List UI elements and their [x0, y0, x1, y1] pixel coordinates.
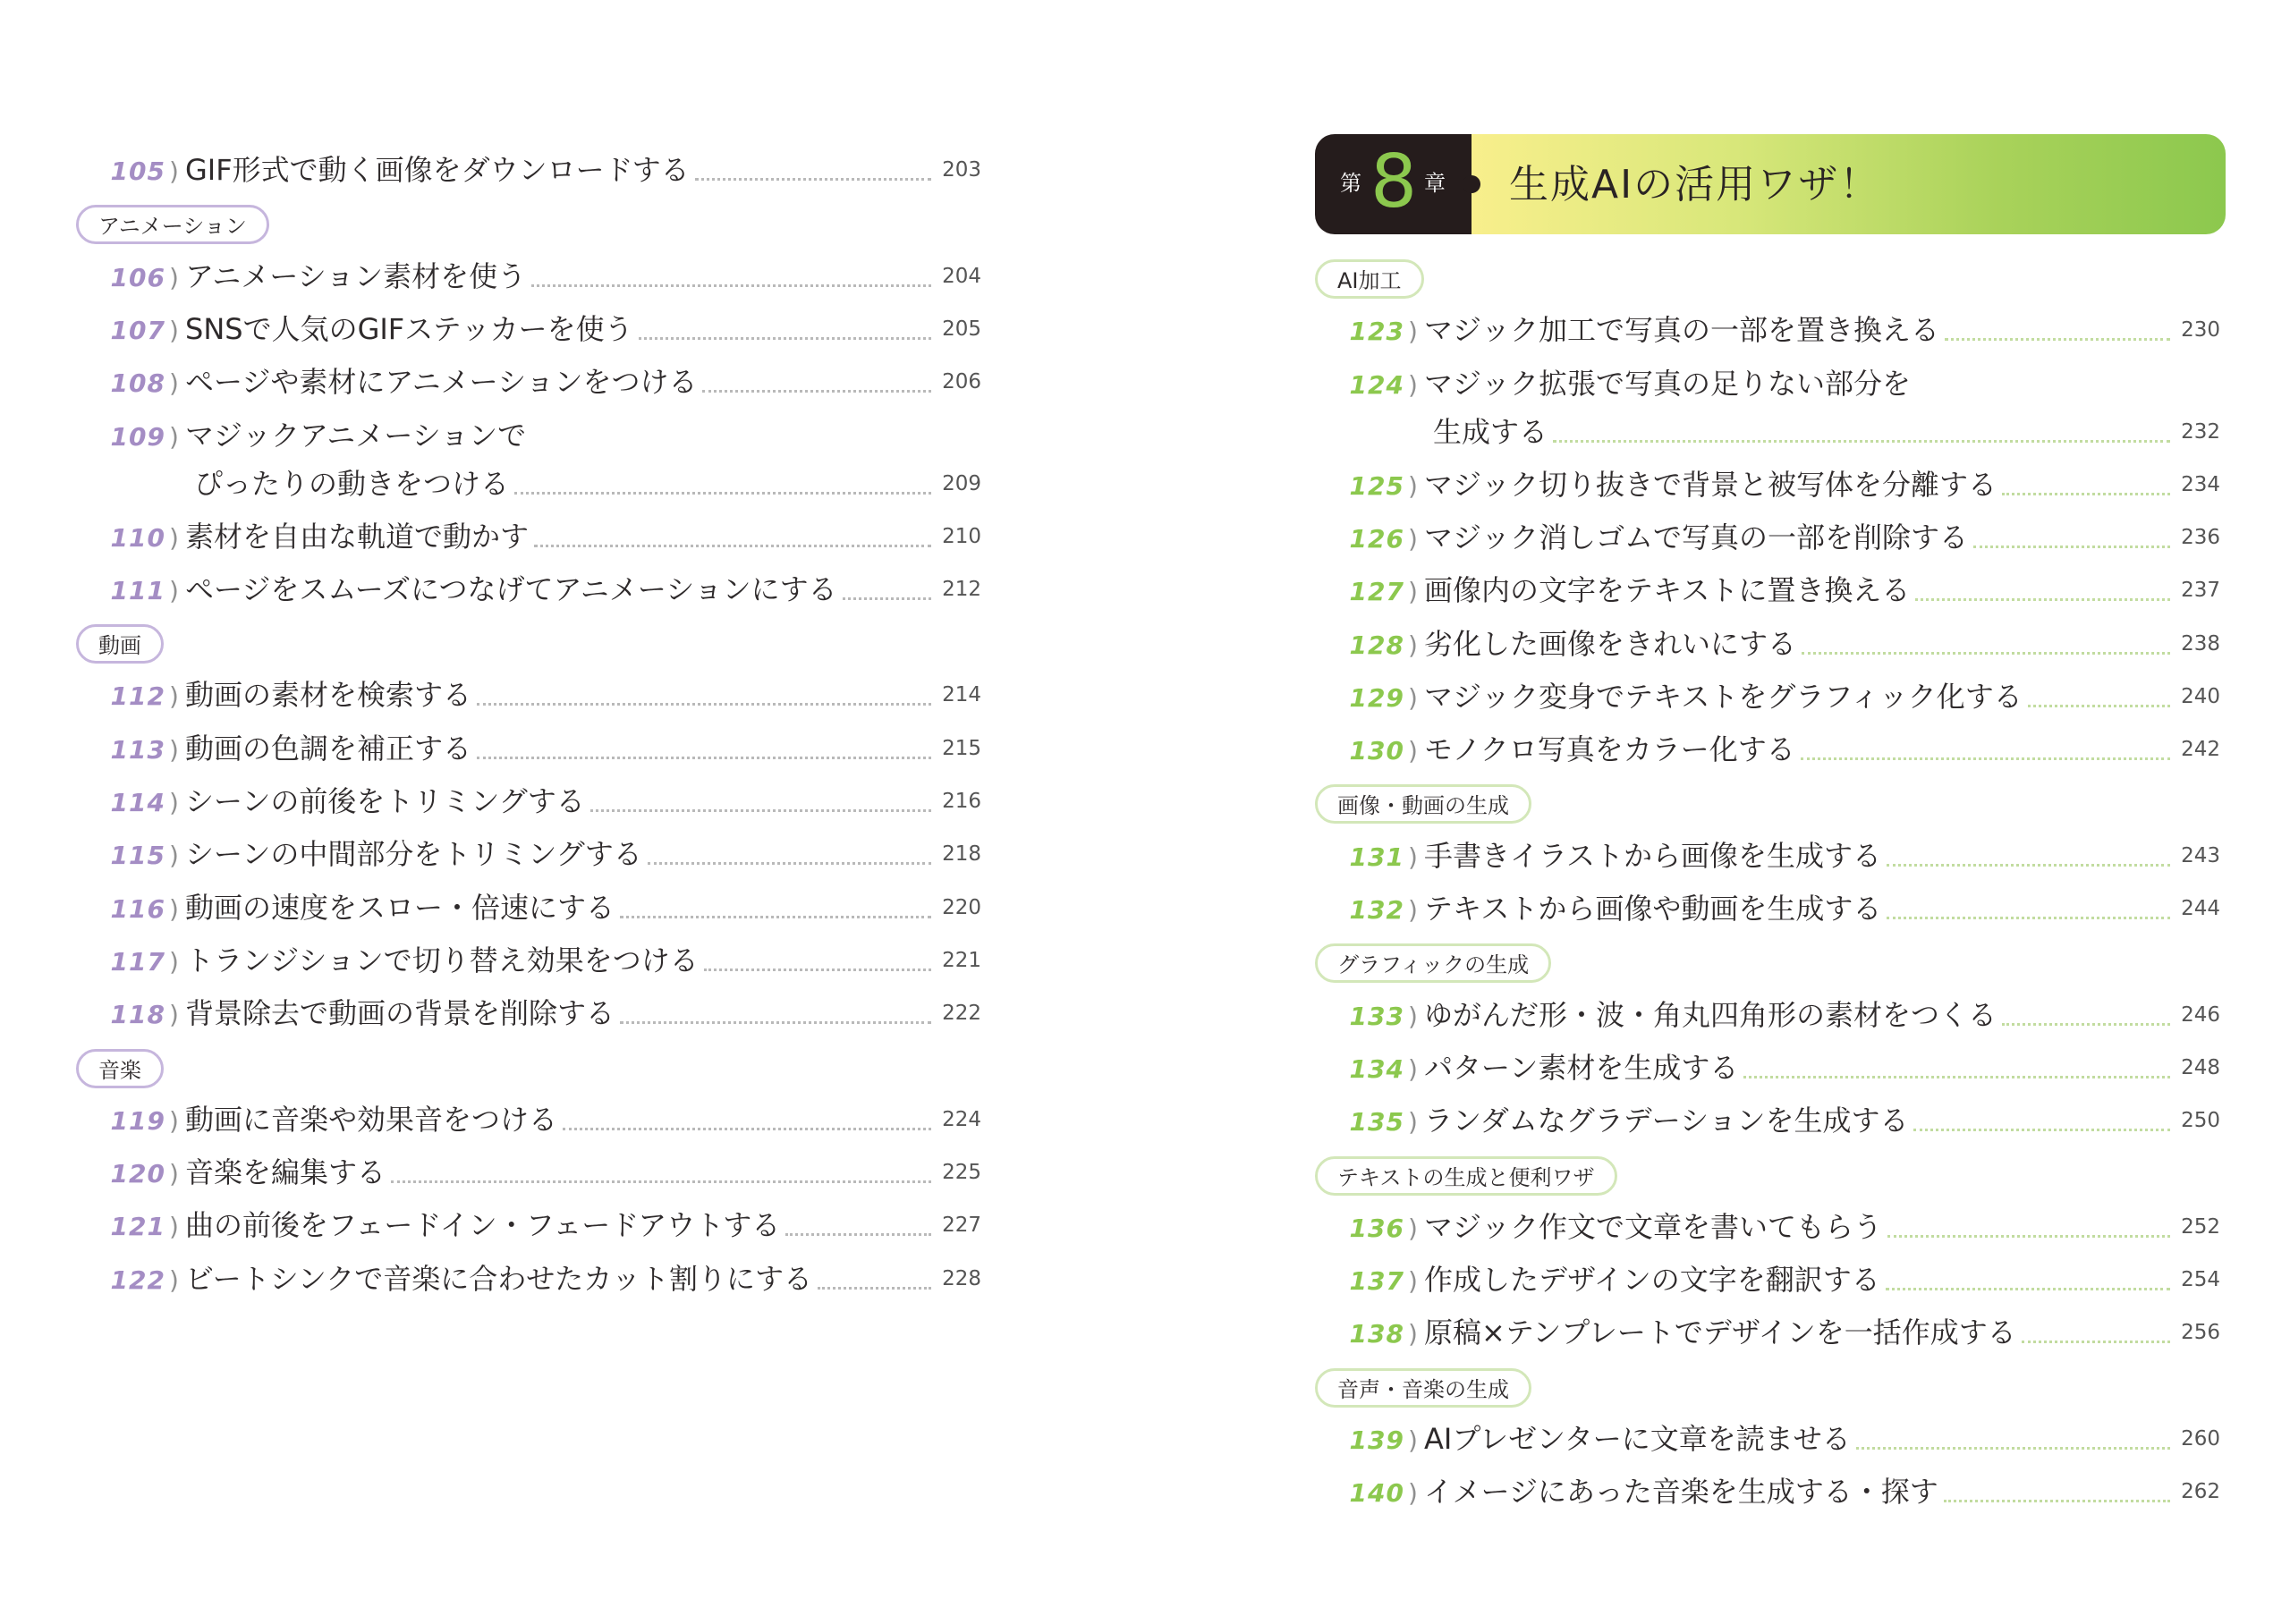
toc-entry[interactable]: [1315, 363, 2220, 456]
entry-page-number: 222: [942, 1002, 981, 1026]
entry-page-number: 224: [942, 1107, 981, 1131]
entry-title: 原稿×テンプレートでデザインを一括作成する: [1424, 1315, 2016, 1350]
toc-entry[interactable]: [76, 415, 981, 508]
entry-page-number: 256: [2181, 1321, 2220, 1345]
entry-title-line: [1424, 571, 2220, 609]
entry-page-number: 246: [2181, 1002, 2220, 1027]
entry-number: 123: [1349, 317, 1404, 347]
toc-entry[interactable]: [76, 940, 981, 985]
entry-bracket: ): [1408, 470, 1418, 501]
entry-number: 140: [1349, 1478, 1404, 1509]
dot-leader: [1887, 916, 2170, 919]
dot-leader: [391, 1180, 931, 1183]
toc-entry[interactable]: [76, 1152, 981, 1197]
entry-number: 111: [110, 575, 165, 605]
entry-number: 139: [1349, 1425, 1404, 1455]
entry-title-line: [185, 889, 981, 926]
entry-title-line: [1424, 1208, 2220, 1246]
entry-title-continued: ぴったりの動きをつける: [194, 466, 510, 501]
toc-entry[interactable]: [76, 833, 981, 878]
entry-bracket: ): [169, 841, 179, 871]
entry-title: マジック拡張で写真の足りない部分を: [1424, 366, 1912, 401]
toc-entry[interactable]: [1315, 570, 2220, 614]
entry-title-line: [1424, 678, 2220, 715]
entry-page-number: 234: [2181, 472, 2220, 496]
toc-entry[interactable]: [1315, 1471, 2220, 1516]
dot-leader: [639, 336, 931, 340]
entry-bracket: ): [1408, 523, 1418, 554]
entry-title: シーンの前後をトリミングする: [185, 784, 585, 818]
entry-bracket: ): [1408, 736, 1418, 766]
toc-entry[interactable]: [1315, 464, 2220, 509]
entry-title-line: [1424, 365, 2220, 402]
entry-title-line: [1424, 1420, 2220, 1458]
dot-leader: [620, 1020, 931, 1024]
toc-entry[interactable]: [1315, 994, 2220, 1039]
entry-title-line: [194, 465, 981, 503]
entry-title-line: [1424, 466, 2220, 503]
toc-entry[interactable]: [1315, 729, 2220, 774]
entry-bracket: ): [1408, 682, 1418, 713]
entry-page-number: 244: [2181, 897, 2220, 920]
toc-entry[interactable]: [1315, 309, 2220, 354]
toc-entry[interactable]: [1315, 1259, 2220, 1304]
entry-page-number: 252: [2181, 1214, 2220, 1239]
section-heading: グラフィックの生成: [1315, 943, 1551, 983]
entry-title-line: [1424, 890, 2220, 927]
entry-title: シーンの中間部分をトリミングする: [185, 837, 642, 872]
entry-page-number: 212: [942, 577, 981, 601]
section-heading: AI加工: [1315, 259, 1424, 299]
entry-title-line: [185, 571, 981, 608]
chapter-title: 生成AIの活用ワザ！: [1509, 162, 1881, 207]
entry-page-number: 216: [942, 790, 981, 813]
dot-leader: [1856, 1446, 2170, 1450]
entry-title-line: [185, 782, 981, 820]
entry-title: 音楽を編集する: [185, 1155, 386, 1190]
dot-leader: [477, 756, 931, 759]
entry-title: 作成したデザインの文字を翻訳する: [1424, 1263, 1880, 1298]
entry-number: 138: [1349, 1319, 1404, 1349]
dot-leader: [1913, 1128, 2170, 1131]
entry-title: AIプレゼンターに文章を読ませる: [1424, 1422, 1851, 1456]
entry-bracket: ): [169, 368, 179, 399]
toc-entry[interactable]: [1315, 1206, 2220, 1251]
entry-title-line: [185, 730, 981, 767]
entry-page-number: 232: [2181, 419, 2220, 444]
section-heading: 動画: [76, 624, 164, 664]
entry-page-number: 214: [942, 683, 981, 707]
entry-title-line: [185, 258, 981, 295]
toc-entry[interactable]: [1315, 676, 2220, 721]
toc-entry[interactable]: [1315, 1100, 2220, 1145]
entry-page-number: 227: [942, 1214, 981, 1238]
entry-title: GIF形式で動く画像をダウンロードする: [185, 153, 690, 187]
entry-title-line: [185, 1154, 981, 1191]
entry-number: 107: [110, 315, 165, 345]
dot-leader: [2028, 704, 2170, 707]
dot-leader: [534, 544, 931, 547]
section-heading: テキストの生成と便利ワザ: [1315, 1156, 1617, 1196]
entry-page-number: 242: [2181, 738, 2220, 762]
entry-number: 126: [1349, 523, 1404, 554]
entry-title: 動画に音楽や効果音をつける: [185, 1102, 558, 1137]
toc-entry[interactable]: [76, 674, 981, 719]
entry-title-line: [1424, 1473, 2220, 1510]
entry-title: 背景除去で動画の背景を削除する: [185, 996, 615, 1031]
entry-page-number: 243: [2181, 843, 2220, 867]
toc-entry[interactable]: [76, 1099, 981, 1144]
entry-title: アニメーション素材を使う: [185, 258, 527, 293]
entry-title-line: [185, 942, 981, 979]
entry-title: 曲の前後をフェードイン・フェードアウトする: [185, 1208, 781, 1243]
entry-page-number: 206: [942, 370, 981, 394]
entry-bracket: ): [169, 1212, 179, 1242]
entry-title-line: [185, 151, 981, 189]
toc-entry[interactable]: [76, 993, 981, 1037]
entry-number: 113: [110, 734, 165, 765]
toc-entry[interactable]: [76, 728, 981, 773]
entry-page-number: 218: [942, 842, 981, 867]
entry-number: 122: [110, 1265, 165, 1295]
entry-bracket: ): [1408, 1107, 1418, 1138]
dot-leader: [620, 915, 931, 918]
toc-entry[interactable]: [76, 516, 981, 561]
entry-bracket: ): [1408, 1266, 1418, 1297]
entry-title: ランダムなグラデーションを生成する: [1424, 1104, 1909, 1138]
entry-page-number: 230: [2181, 318, 2220, 343]
entry-number: 135: [1349, 1107, 1404, 1138]
entry-title-line: [185, 1206, 981, 1244]
entry-bracket: ): [1408, 317, 1418, 347]
chapter-number: 8: [1370, 140, 1418, 224]
entry-title: ビートシンクで音楽に合わせたカット割りにする: [185, 1261, 812, 1296]
entry-bracket: ): [169, 1105, 179, 1136]
entry-number: 108: [110, 368, 165, 399]
entry-title-line: [1424, 519, 2220, 556]
entry-page-number: 225: [942, 1161, 981, 1185]
entry-number: 112: [110, 681, 165, 712]
entry-bracket: ): [169, 734, 179, 765]
dot-leader: [704, 968, 931, 971]
entry-number: 127: [1349, 577, 1404, 607]
dot-leader: [531, 283, 931, 287]
dot-leader: [785, 1232, 931, 1236]
entry-page-number: 204: [942, 264, 981, 288]
entry-number: 132: [1349, 895, 1404, 925]
dot-leader: [702, 389, 931, 393]
dot-leader: [1915, 597, 2170, 601]
entry-number: 105: [110, 156, 165, 186]
section-heading: アニメーション: [76, 205, 269, 244]
entry-page-number: 237: [2181, 579, 2220, 603]
entry-bracket: ): [1408, 1053, 1418, 1084]
toc-entry[interactable]: [76, 569, 981, 613]
dot-leader: [477, 702, 931, 706]
entry-title-line: [185, 1101, 981, 1138]
toc-entry[interactable]: [76, 781, 981, 825]
entry-bracket: ): [1408, 1319, 1418, 1349]
entry-page-number: 221: [942, 948, 981, 972]
dot-leader: [648, 861, 931, 865]
entry-title-line: [1433, 413, 2220, 451]
entry-page-number: 215: [942, 736, 981, 760]
toc-entry[interactable]: [76, 1205, 981, 1249]
entry-number: 133: [1349, 1001, 1404, 1031]
dot-leader: [563, 1127, 931, 1130]
dot-leader: [695, 177, 931, 181]
dot-leader: [1886, 1287, 2170, 1290]
entry-title-line: [1424, 996, 2220, 1034]
entry-number: 109: [110, 421, 165, 452]
toc-entry[interactable]: [1315, 1047, 2220, 1092]
entry-title-line: [185, 835, 981, 873]
entry-title: 手書きイラストから画像を生成する: [1424, 838, 1882, 873]
dot-leader: [1802, 651, 2170, 655]
entry-page-number: 209: [942, 471, 981, 495]
entry-number: 114: [110, 788, 165, 817]
entry-page-number: 205: [942, 317, 981, 341]
toc-entry[interactable]: [76, 149, 981, 194]
toc-entry[interactable]: [76, 309, 981, 353]
entry-number: 121: [110, 1212, 165, 1242]
entry-title-line: [185, 310, 981, 348]
entry-number: 134: [1349, 1053, 1404, 1084]
toc-entry[interactable]: [1315, 1418, 2220, 1463]
entry-bracket: ): [1408, 842, 1418, 872]
entry-title-line: [1424, 625, 2220, 663]
toc-entry[interactable]: [76, 256, 981, 300]
entry-number: 118: [110, 1000, 165, 1030]
dot-leader: [2002, 1022, 2170, 1026]
entry-page-number: 236: [2181, 525, 2220, 549]
entry-number: 119: [110, 1105, 165, 1136]
dot-leader: [1944, 1499, 2170, 1502]
entry-title: 画像内の文字をテキストに置き換える: [1424, 573, 1911, 608]
toc-entry[interactable]: [1315, 517, 2220, 562]
dot-leader: [590, 808, 931, 812]
entry-bracket: ): [1408, 369, 1418, 400]
entry-bracket: ): [169, 946, 179, 977]
dot-leader: [1945, 337, 2170, 341]
entry-bracket: ): [169, 421, 179, 452]
entry-bracket: ): [169, 156, 179, 186]
dot-leader: [1801, 757, 2170, 760]
entry-title: 素材を自由な軌道で動かす: [185, 519, 530, 554]
chapter-title-area: [1472, 134, 2226, 234]
entry-page-number: 262: [2181, 1480, 2220, 1504]
entry-number: 110: [110, 522, 165, 553]
toc-entry[interactable]: [1315, 835, 2220, 880]
entry-bracket: ): [169, 893, 179, 924]
dot-leader: [514, 491, 931, 495]
entry-title: ページをスムーズにつなげてアニメーションにする: [185, 571, 837, 606]
entry-page-number: 254: [2181, 1268, 2220, 1292]
entry-number: 136: [1349, 1213, 1404, 1243]
entry-title: SNSで人気のGIFステッカーを使う: [185, 311, 633, 346]
toc-entry[interactable]: [1315, 888, 2220, 933]
dot-leader: [1553, 439, 2170, 443]
entry-bracket: ): [1408, 577, 1418, 607]
entry-bracket: ): [169, 315, 179, 345]
toc-entry[interactable]: [76, 1258, 981, 1303]
chapter-banner: [1315, 134, 2226, 234]
entry-page-number: 228: [942, 1266, 981, 1290]
entry-bracket: ): [1408, 1001, 1418, 1031]
entry-title: マジックアニメーションで: [185, 418, 527, 453]
entry-title-line: [1424, 837, 2220, 875]
entry-number: 116: [110, 893, 165, 924]
entry-bracket: ): [1408, 630, 1418, 660]
entry-number: 137: [1349, 1266, 1404, 1297]
entry-bracket: ): [169, 1159, 179, 1189]
dot-leader: [2002, 492, 2170, 495]
entry-number: 130: [1349, 736, 1404, 766]
entry-title-continued: 生成する: [1433, 414, 1548, 449]
entry-title: トランジションで切り替え効果をつける: [185, 943, 699, 977]
entry-title-line: [185, 1260, 981, 1298]
entry-number: 120: [110, 1159, 165, 1189]
entry-title: ページや素材にアニメーションをつける: [185, 365, 698, 400]
entry-title-line: [185, 417, 981, 454]
entry-title-line: [185, 676, 981, 714]
entry-title: イメージにあった音楽を生成する・探す: [1424, 1475, 1938, 1510]
chapter-number-block: [1315, 134, 1472, 234]
dot-leader: [2022, 1340, 2170, 1343]
section-heading: 音楽: [76, 1049, 164, 1088]
entry-title-line: [1424, 1261, 2220, 1298]
entry-title-line: [185, 363, 981, 401]
entry-title: テキストから画像や動画を生成する: [1424, 892, 1882, 926]
entry-bracket: ): [1408, 1425, 1418, 1455]
entry-bracket: ): [169, 1265, 179, 1295]
entry-title-line: [185, 518, 981, 555]
entry-bracket: ): [1408, 1478, 1418, 1509]
entry-title: パターン素材を生成する: [1424, 1050, 1739, 1085]
entry-number: 128: [1349, 630, 1404, 660]
entry-page-number: 248: [2181, 1055, 2220, 1079]
section-heading: 音声・音楽の生成: [1315, 1368, 1531, 1408]
entry-bracket: ): [169, 681, 179, 712]
entry-title-line: [1424, 1049, 2220, 1087]
toc-entry[interactable]: [76, 887, 981, 932]
toc-entry[interactable]: [1315, 1312, 2220, 1357]
entry-bracket: ): [1408, 1213, 1418, 1243]
entry-number: 125: [1349, 470, 1404, 501]
entry-bracket: ): [169, 788, 179, 817]
entry-number: 115: [110, 841, 165, 871]
dot-leader: [843, 596, 931, 600]
entry-page-number: 220: [942, 895, 981, 919]
entry-page-number: 203: [942, 158, 981, 182]
entry-number: 106: [110, 262, 165, 292]
entry-title-line: [1424, 731, 2220, 768]
entry-number: 131: [1349, 842, 1404, 872]
entry-title: マジック変身でテキストをグラフィック化する: [1424, 679, 2023, 714]
dot-leader: [1887, 863, 2170, 867]
entry-title: 劣化した画像をきれいにする: [1424, 626, 1797, 661]
entry-number: 129: [1349, 682, 1404, 713]
dot-leader: [1887, 1234, 2170, 1238]
entry-title: 動画の素材を検索する: [185, 678, 472, 713]
entry-number: 124: [1349, 369, 1404, 400]
chapter-dot-icon: [1463, 175, 1480, 193]
toc-entry[interactable]: [1315, 623, 2220, 668]
entry-title: 動画の速度をスロー・倍速にする: [185, 890, 615, 925]
entry-number: 117: [110, 946, 165, 977]
entry-page-number: 240: [2181, 684, 2220, 708]
entry-title: 動画の色調を補正する: [185, 731, 472, 765]
entry-title: ゆがんだ形・波・角丸四角形の素材をつくる: [1424, 997, 1997, 1032]
entry-title: マジック切り抜きで背景と被写体を分離する: [1424, 467, 1997, 502]
chapter-suffix: 章: [1424, 171, 1446, 196]
chapter-prefix: 第: [1340, 171, 1361, 196]
entry-title-line: [1424, 311, 2220, 349]
entry-bracket: ): [1408, 895, 1418, 925]
entry-title-line: [185, 994, 981, 1032]
entry-title-line: [1424, 1314, 2220, 1351]
entry-page-number: 238: [2181, 631, 2220, 656]
entry-bracket: ): [169, 1000, 179, 1030]
entry-title: マジック加工で写真の一部を置き換える: [1424, 313, 1940, 348]
entry-bracket: ): [169, 575, 179, 605]
dot-leader: [818, 1286, 931, 1290]
entry-page-number: 250: [2181, 1109, 2220, 1133]
entry-page-number: 210: [942, 524, 981, 548]
entry-title-line: [1424, 1102, 2220, 1139]
entry-title: マジック消しゴムで写真の一部を削除する: [1424, 520, 1969, 554]
entry-title: マジック作文で文章を書いてもらう: [1424, 1209, 1883, 1244]
entry-bracket: ): [169, 522, 179, 553]
dot-leader: [1743, 1075, 2170, 1078]
dot-leader: [1973, 545, 2170, 548]
entry-title: モノクロ写真をカラー化する: [1424, 732, 1795, 767]
entry-bracket: ): [169, 262, 179, 292]
section-heading: 画像・動画の生成: [1315, 784, 1531, 824]
entry-page-number: 260: [2181, 1427, 2220, 1451]
toc-entry[interactable]: [76, 361, 981, 406]
